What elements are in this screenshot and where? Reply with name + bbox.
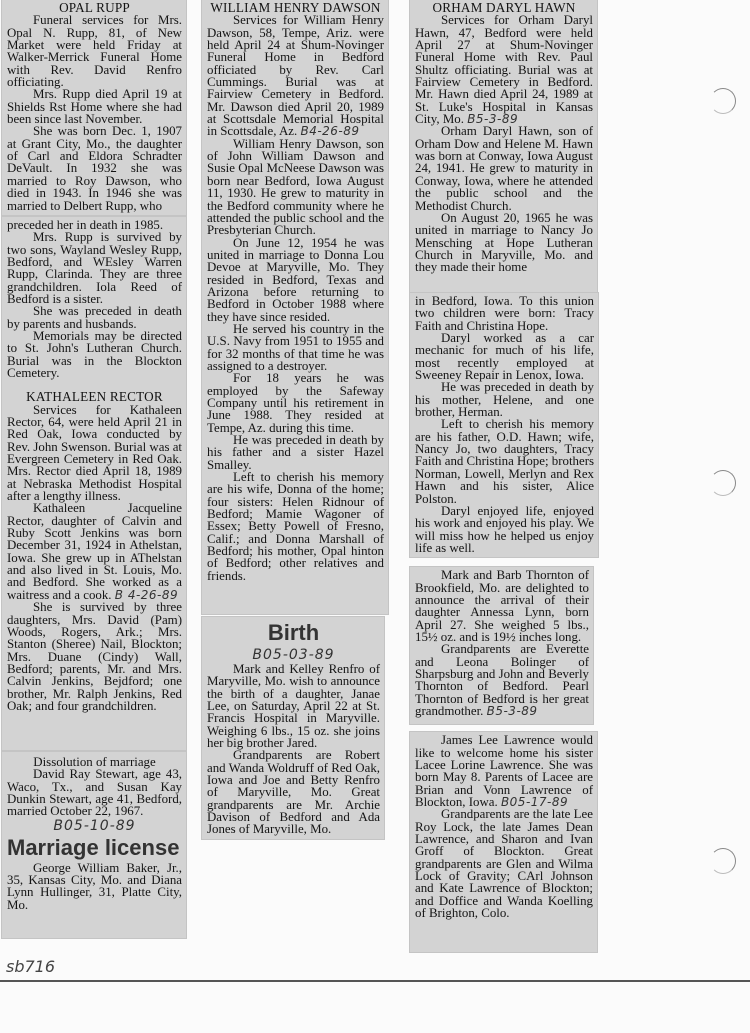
paragraph: She was born Dec. 1, 1907 at Grant City, Mo., the daughter of Carl and Eldora Schradter DeVault. In 1932 she was married to Roy Dawson, who died in 1943. In 1946 she was married to Delbert Rupp, who bbox=[7, 124, 182, 213]
paragraph: On August 20, 1965 he was united in marriage to Nancy Jo Mensching at Hope Lutheran Church in Maryville, Mo. and they made their home bbox=[415, 210, 593, 275]
obituary-heading: KATHALEEN RECTOR bbox=[26, 389, 163, 405]
paragraph: Mark and Barb Thornton of Brookfield, Mo. are delighted to announce the arrival of their daughter Annessa Lynn, born April 27. She weighed 5 lbs., 15½ oz. and is 19½ inches long. bbox=[415, 568, 589, 644]
paragraph: David Ray Stewart, age 43, Waco, Tx., and Susan Kay Dunkin Stewart, age 41, Bedford, married October 22, 1967. bbox=[7, 767, 182, 819]
binder-hole bbox=[710, 470, 736, 496]
column-right bbox=[410, 0, 598, 952]
clipping-dissolution-marriage-license bbox=[2, 752, 186, 938]
paragraph: Left to cherish his memory are his wife, Donna of the home; four sisters: Helen Ridnour of Bedford; Mamie Wagoner of Essex; Betty Powell of Fresno, Calif.; and Donna Marshall of Bedford; his mother, Opal hinton of Bedford; other relatives and friends. bbox=[207, 470, 384, 583]
paragraph bbox=[415, 734, 593, 808]
paragraph: Memorials may be directed to St. John's Lutheran Church. Burial was in the Blockton Cemetery. bbox=[7, 328, 182, 380]
binder-hole bbox=[710, 848, 736, 874]
paragraph: Grandparents are Robert and Wanda Woldruff of Red Oak, Iowa and Joe and Betty Renfro of Maryville, Mo. Great grandparents are Mr. Archie Davison of Bedford and Ada Jones of Maryville, Mo. bbox=[207, 748, 380, 837]
binder-hole bbox=[710, 88, 736, 114]
clipping-orham-daryl-hawn-part1 bbox=[410, 0, 597, 292]
clipping-rupp-rector bbox=[2, 217, 186, 750]
paragraph: For 18 years he was employed by the Safeway Company until his retirement in June 1988. They resided at Tempe, Az. during this time. bbox=[207, 371, 384, 435]
paragraph-text: Services for William Henry Dawson, 58, Tempe, Ariz. were held April 24 at Shum-Novinger Funeral Home in Bedford officiated by Rev. Carl Cummings. Burial was at Fairview Cemetery in Bedford. Mr. Dawson died April 20, 1989 at Scottsdale Memorial Hospital in Scottsdale, Az. bbox=[207, 13, 384, 139]
paragraph: She was preceded in death by parents and husbands. bbox=[7, 304, 182, 331]
paragraph-text: Kathaleen Jacqueline Rector, daughter of Calvin and Ruby Scott Jenkins was born December 31, 1924 in Athelstan, Iowa. She grew up in AThelstan and also lived in St. Louis, Mo. and Bedford. She worked as a waitress and a cook. bbox=[7, 501, 182, 602]
clipping-orham-daryl-hawn-part2 bbox=[410, 293, 598, 557]
section-title: Birth bbox=[267, 620, 320, 645]
paragraph: Mrs. Rupp died April 19 at Shields Rst Home where she had been since last November. bbox=[7, 87, 182, 127]
obituary-heading: OPAL RUPP bbox=[59, 0, 130, 15]
clipping-opal-rupp-part1 bbox=[2, 0, 186, 215]
paragraph: Daryl worked as a car mechanic for much of his life, most recently employed at Sweeney Repair in Lenox, Iowa. bbox=[415, 331, 594, 383]
paragraph bbox=[415, 14, 593, 125]
paragraph-text: Services for Orham Daryl Hawn, 47, Bedford were held April 27 at Shum-Novinger Funeral Home with Rev. Paul Shultz officiating. Burial was at Fairview Cemetery in Bedford. Mr. Hawn died April 24, 1989 at St. Luke's Hospital in Kansas City, Mo. bbox=[415, 13, 593, 127]
handwritten-date-note: B05-17-89 bbox=[500, 794, 569, 809]
paragraph: William Henry Dawson, son of John William Dawson and Susie Opal McNeese Dawson was born near Bedford, Iowa August 11, 1930. He grew to maturity in the Bedford community where he attended the public school and the Presbyterian Church. bbox=[207, 136, 384, 238]
paragraph: On June 12, 1954 he was united in marriage to Donna Lou Devoe at Maryville, Mo. They resided in Bedford, Texas and Arizona before returning to Bedford in October 1988 where they have since resided. bbox=[207, 235, 384, 324]
obituary-heading: ORHAM DARYL HAWN bbox=[432, 0, 576, 15]
paragraph: Mrs. Rupp is survived by two sons, Wayland Wesley Rupp, Bedford, and WEsley Warren Rupp, Clarinda. They are three grandchildren. Iola Reed of Bedford is a sister. bbox=[7, 230, 182, 306]
section-subheading: Dissolution of marriage bbox=[33, 754, 156, 769]
paragraph-text: James Lee Lawrence would like to welcome home his sister Lacee Lorine Lawrence. She was born May 8. Parents of Lacee are Brian and Vonn Lawrence of Blockton, Iowa. bbox=[415, 733, 593, 809]
clipping-birth-lawrence bbox=[410, 732, 597, 952]
handwritten-date-note: B5-3-89 bbox=[467, 112, 519, 127]
obituary-heading: WILLIAM HENRY DAWSON bbox=[210, 0, 381, 15]
column-middle bbox=[202, 0, 388, 839]
clipping-birth-thornton bbox=[410, 567, 593, 724]
paragraph: He was preceded in death by his mother, Helene, and one brother, Herman. bbox=[415, 380, 594, 420]
clipping-birth-renfro bbox=[202, 617, 384, 839]
paragraph: Funeral services for Mrs. Opal N. Rupp, 81, of New Market were held Friday at Walker-Merrick Funeral Home with Rev. David Renfro officiating. bbox=[7, 13, 182, 90]
paragraph: George William Baker, Jr., 35, Kansas City, Mo. and Diana Lynn Hullinger, 31, Platte City, Mo. bbox=[7, 860, 182, 912]
handwritten-page-number: sb716 bbox=[6, 956, 56, 976]
section-title: Marriage license bbox=[7, 834, 180, 860]
handwritten-date-note: B5-3-89 bbox=[486, 704, 538, 718]
paragraph bbox=[207, 14, 384, 137]
paragraph: preceded her in death in 1985. bbox=[7, 217, 164, 232]
paragraph: She is survived by three daughters, Mrs. David (Pam) Woods, Rogers, Ark.; Mrs. Stanton (Sheree) Nail, Blockton; Mrs. Duane (Cindy) Wall, Bedford; parents, Mr. and Mrs. Calvin Jenkins, Bejdford; one brother, Mr. Ralph Jenkins, Red Oak; and four grandchildren. bbox=[7, 600, 182, 713]
paragraph: Grandparents are the late Lee Roy Lock, the late James Dean Lawrence, and Sharon and Ivan Groff of Blockton. Great grandparents are Glen and Wilma Lock of Gravity; CArl Johnson and Kate Lawrence of Blockton; and Doffice and Wanda Koelling of Brighton, Colo. bbox=[415, 807, 593, 921]
page-edge-divider bbox=[0, 980, 750, 982]
handwritten-date-note: B4-26-89 bbox=[300, 124, 360, 139]
paragraph bbox=[415, 643, 589, 717]
paragraph: Orham Daryl Hawn, son of Orham Dow and Helene M. Hawn was born at Conway, Iowa August 24, 1941. He grew to maturity in Conway, Iowa, where he attended the public school and the Methodist Church. bbox=[415, 124, 593, 213]
handwritten-date-note: B05-03-89 bbox=[252, 647, 335, 663]
paragraph-text: Grandparents are Everette and Leona Bolinger of Sharpsburg and John and Beverly Thornton of Bedford. Pearl Thornton of Bedford is her great grandmother. bbox=[415, 642, 589, 718]
paragraph: He served his country in the U.S. Navy from 1951 to 1955 and for 32 months of that time he was assigned to a destroyer. bbox=[207, 321, 384, 373]
handwritten-date-note: B05-10-89 bbox=[53, 817, 136, 834]
column-left bbox=[2, 0, 186, 976]
paragraph: Daryl enjoyed life, enjoyed his work and enjoyed his play. We will miss how he helped us enjoy life as well. bbox=[415, 503, 594, 555]
paragraph bbox=[7, 502, 182, 601]
paragraph: He was preceded in death by his father and a sister Hazel Smalley. bbox=[207, 433, 384, 472]
handwritten-date-note: B 4-26-89 bbox=[114, 587, 179, 602]
paragraph: Left to cherish his memory are his father, O.D. Hawn; wife, Nancy Jo, two daughters, Tracy Faith and Christina Hope; brothers Norman, Lowell, Merlyn and Rex Hawn and his sister, Alice Polston. bbox=[415, 417, 595, 506]
paragraph: Mark and Kelley Renfro of Maryville, Mo. wish to announce the birth of a daughter, Janae Lee, on Saturday, April 22 at St. Francis Hospital in Maryville. Weighing 6 lbs., 15 oz. she joins her big brother Jared. bbox=[207, 662, 380, 751]
paragraph: in Bedford, Iowa. To this union two children were born: Tracy Faith and Christina Hope. bbox=[415, 294, 594, 333]
clipping-william-henry-dawson bbox=[202, 0, 388, 614]
paragraph: Services for Kathaleen Rector, 64, were held April 21 in Red Oak, Iowa conducted by Rev. John Swenson. Burial was at Evergreen Cemetery in Red Oak. Mrs. Rector died April 18, 1989 at Nebraska Methodist Hospital after a lengthy illness. bbox=[7, 402, 182, 504]
